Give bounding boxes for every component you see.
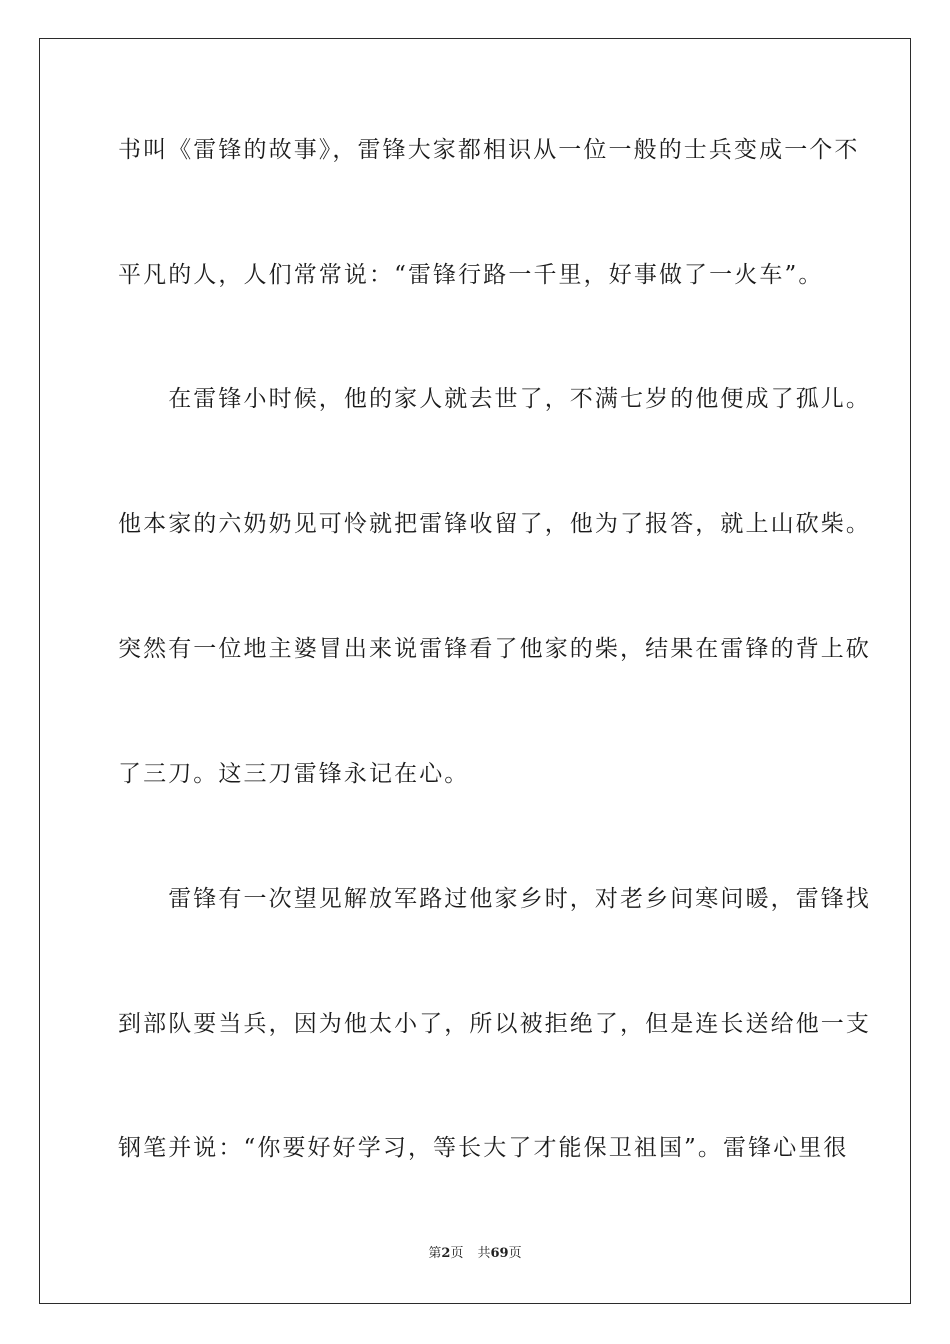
- text-line: 平凡的人，人们常常说：“雷锋行路一千里，好事做了一火车”。: [118, 262, 824, 288]
- page-border: [39, 38, 911, 1304]
- text-line: 钢笔并说：“你要好好学习，等长大了才能保卫祖国”。雷锋心里很: [118, 1135, 849, 1161]
- text-line: 他本家的六奶奶见可怜就把雷锋收留了，他为了报答，就上山砍柴。: [118, 511, 871, 537]
- text-line: 雷锋有一次望见解放军路过他家乡时，对老乡问寒问暖，雷锋找: [118, 886, 871, 912]
- text-line: 了三刀。这三刀雷锋永记在心。: [118, 761, 470, 787]
- page-prefix: 第: [428, 1246, 442, 1261]
- text-line: 书叫《雷锋的故事》，雷锋大家都相识从一位一般的士兵变成一个不: [118, 137, 860, 163]
- page-footer: [0, 1246, 950, 1262]
- text-line: 突然有一位地主婆冒出来说雷锋看了他家的柴，结果在雷锋的背上砍: [118, 636, 871, 662]
- total-suffix: 页: [508, 1246, 522, 1261]
- text-line: 到部队要当兵，因为他太小了，所以被拒绝了，但是连长送给他一支: [118, 1011, 871, 1037]
- text-line: 在雷锋小时候，他的家人就去世了，不满七岁的他便成了孤儿。: [118, 386, 871, 412]
- page-number: 2: [441, 1246, 451, 1261]
- total-prefix: 共: [477, 1246, 491, 1261]
- total-pages: 69: [490, 1246, 509, 1261]
- page-suffix: 页: [450, 1246, 464, 1261]
